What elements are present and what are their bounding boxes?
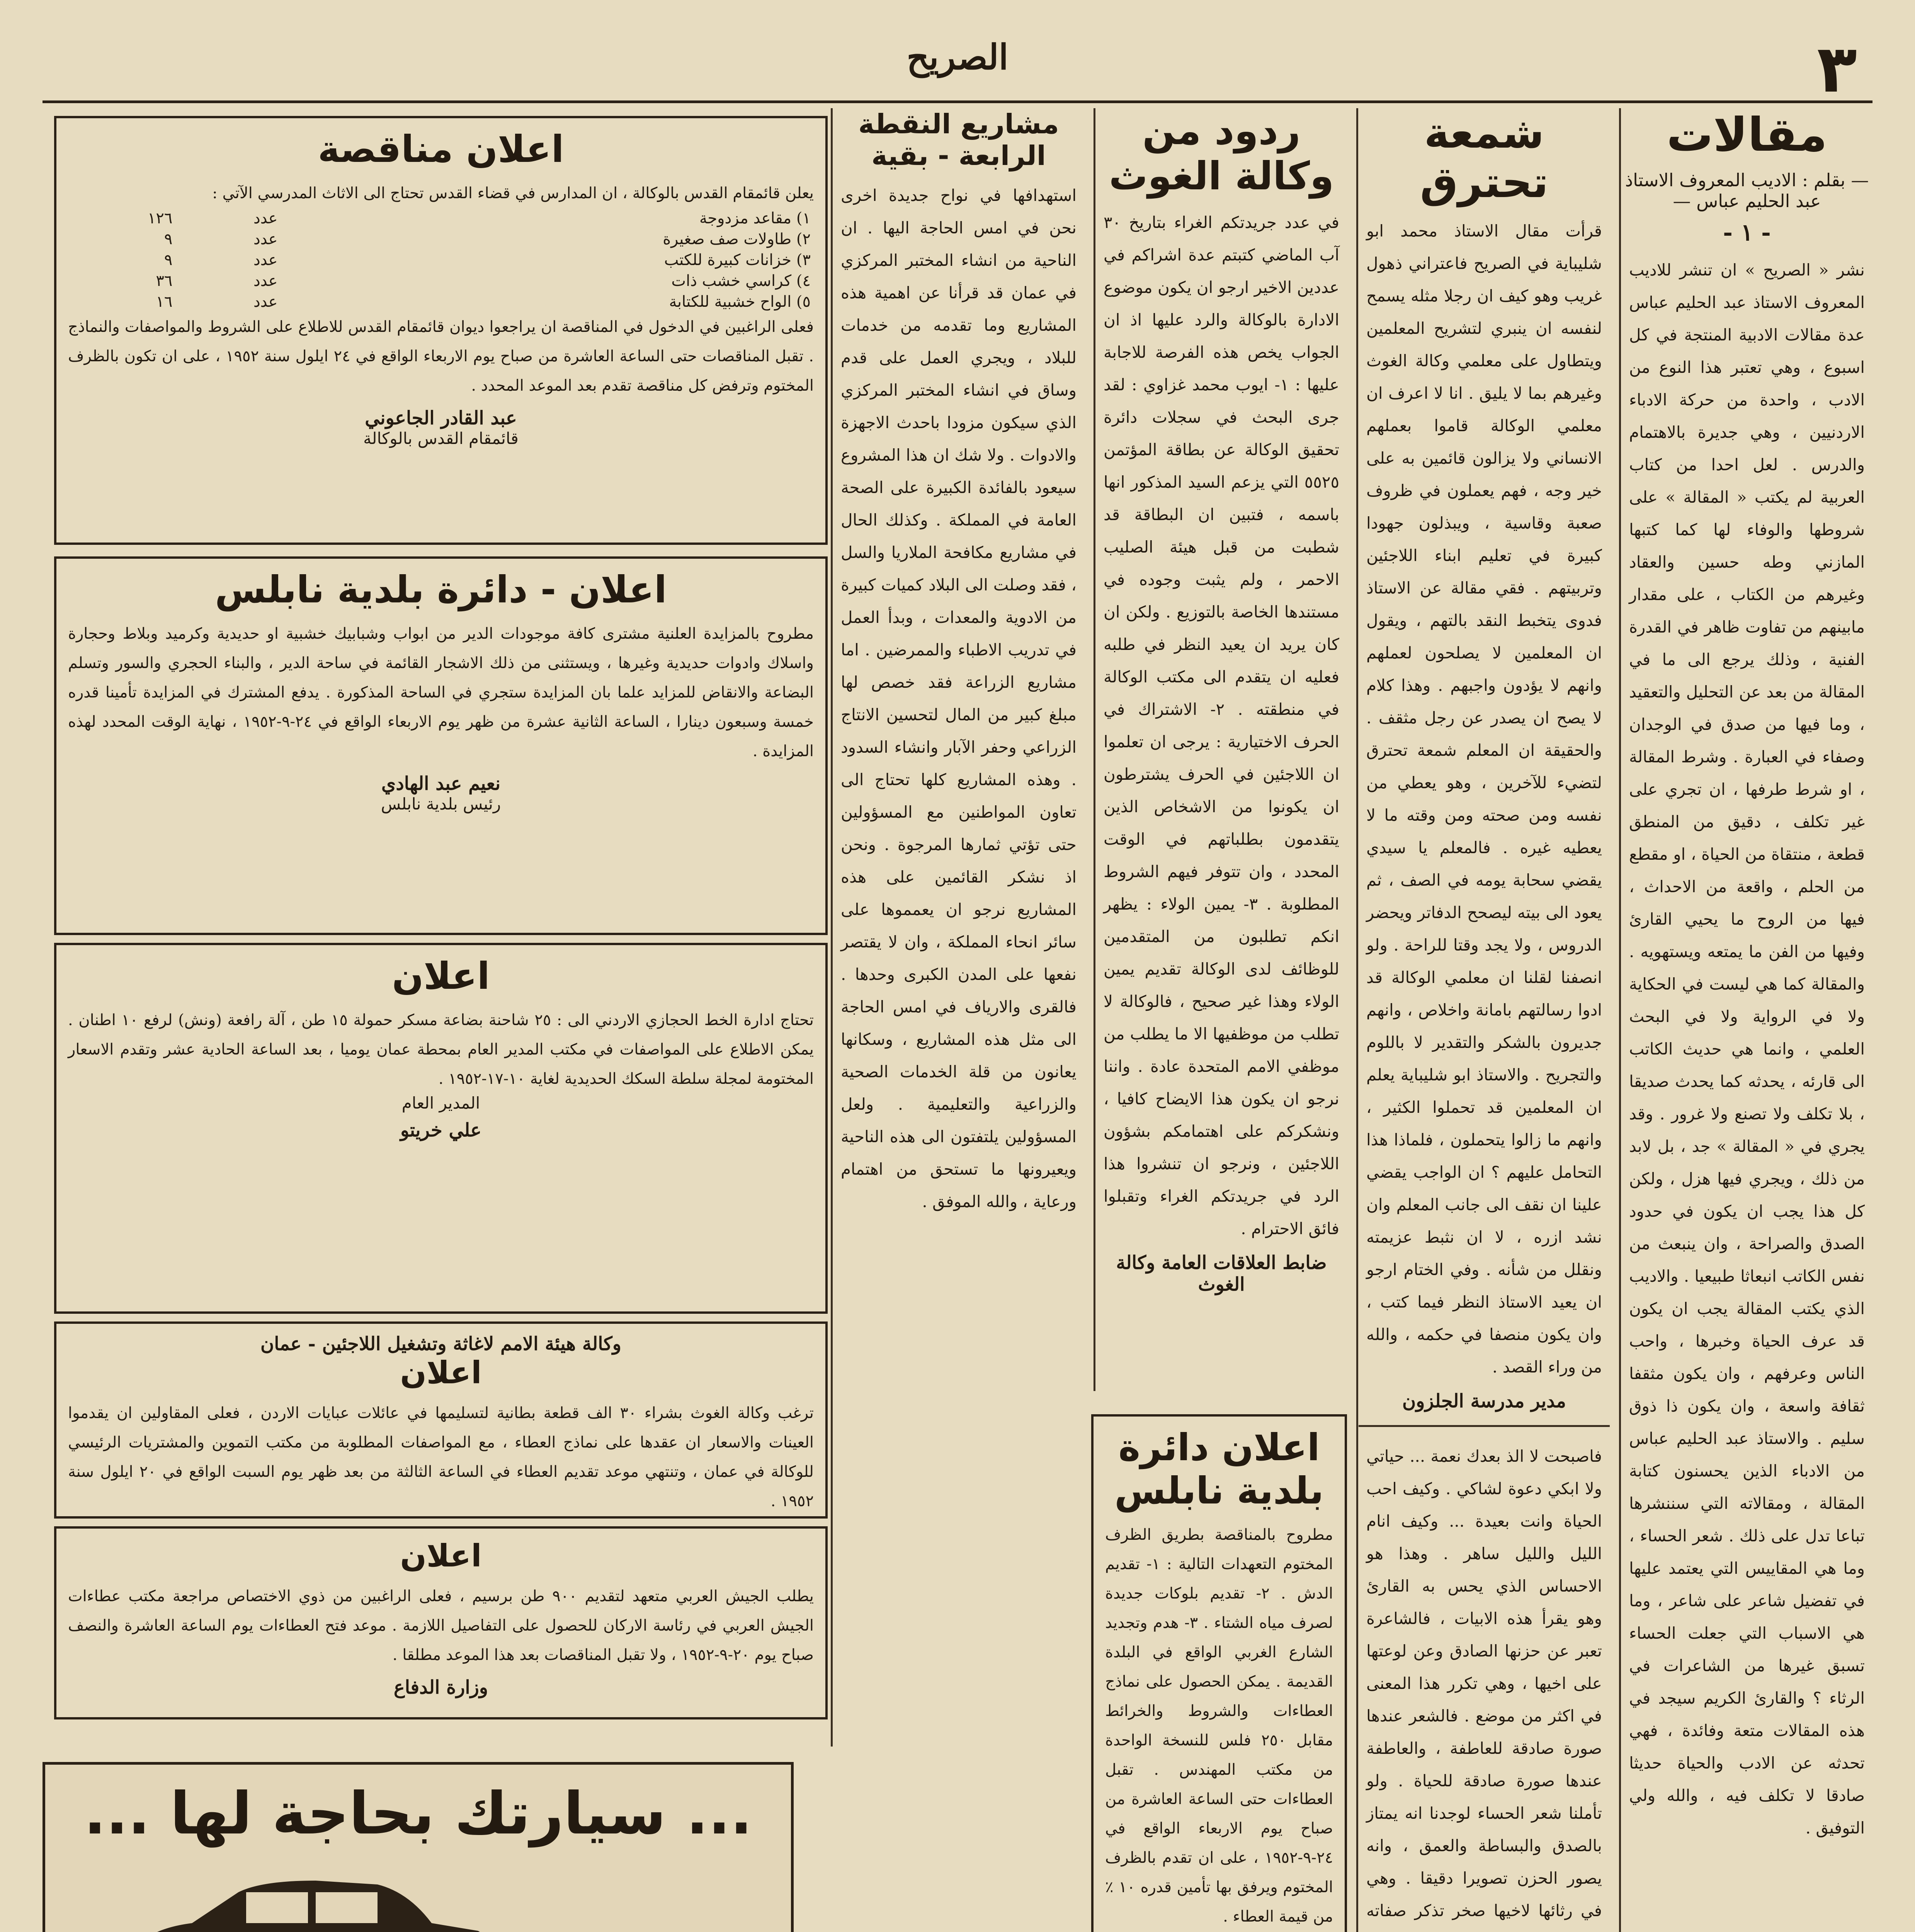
notice-signature-title: رئيس بلدية نابلس: [381, 794, 501, 813]
table-row: [68, 208, 814, 229]
item-unit: عدد: [253, 293, 278, 311]
poem-section: فاصبحت لا الذ بعدك نعمة ... حياتي ولا ابكي دعوة لشاكي . وكيف احب الحياة وانت بعيدة ... وكيف انام الليل والليل ساهر . وهذا هو الاحساس الذي يحس به القارئ وهو يقرأ هذه الابيات ، فالشاعرة تعبر عن حزنها الصادق وعن لوعتها على اخيها ، وهي تكرر هذا المعنى في اكثر من موضع . فالشعر عندها صورة صادقة للعاطفة ، والعاطفة عندها صورة صادقة للحياة . ولو تأملنا شعر الحساء لوجدنا انه يمتاز بالصدق والبساطة والعمق ، وانه يصور الحزن تصويرا دقيقا . وهي في رثائها لاخيها صخر تذكر صفاته: [1366, 1447, 1602, 1920]
article-signature: ضابط العلاقات العامة وكالة الغوث: [1116, 1252, 1327, 1295]
column-title: ردود من وكالة الغوث: [1109, 108, 1334, 199]
masthead: [43, 27, 1872, 107]
column-rule: [1094, 108, 1095, 1391]
article-signature: مدير مدرسة الجلزون: [1402, 1390, 1566, 1412]
article-body: استهدافها في نواح جديدة اخرى نحن في امس الحاجة اليها . ان الناحية من انشاء المختبر المركزي في عمان قد قرأنا عن اهمية هذه المشاريع وما تقدمه من خدمات للبلاد ، ويجري العمل على قدم وساق في انشاء المختبر المركزي الذي سيكون مزودا باحدث الاجهزة والادوات . ولا شك ان هذا المشروع سيعود بالفائدة الكبيرة على الصحة العامة في المملكة . وكذلك الحال في مشاريع مكافحة الملاريا والسل ، فقد وصلت الى البلاد كميات كبيرة من الادوية والمعدات ، وبدأ العمل في تدريب الاطباء والممرضين . اما مشاريع الزراعة فقد خصص لها مبلغ كبير من المال لتحسين الانتاج الزراعي وحفر الآبار وانشاء السدود . وهذه المشاريع كلها تحتاج الى تعاون المواطنين مع المسؤولين حتى تؤتي ثمارها المرجوة . ونحن اذ نشكر القائمين على هذه المشاريع نرجو ان يعمموها على سائر انحاء المملكة ، وان لا يقتصر نفعها على المدن الكبرى وحدها . فالقرى والارياف في امس الحاجة الى مثل هذه المشاريع ، وسكانها يعانون من قلة الخدمات الصحية والزراعية والتعليمية . ولعل المسؤولين يلتفتون الى هذه الناحية ويعيرونها ما تستحق من اهتمام ورعاية ، والله الموفق .: [841, 186, 1077, 1211]
item-qty: ٩: [164, 251, 173, 269]
item-unit: عدد: [253, 251, 278, 269]
furniture-table: [68, 208, 814, 312]
column-unrwa-replies: [1096, 108, 1347, 1391]
notice-army-clover: [54, 1526, 828, 1719]
notice-body: تحتاج ادارة الخط الحجازي الاردني الى : ٢٥ شاحنة بضاعة مسكر حمولة ١٥ طن ، آلة رافعة (ونش) لرفع ١٠ اطنان . يمكن الاطلاع على المواصفات في مكتب المدير العام بمحطة عمان يوميا ، بعد الساعة الحادية عشر وتقدم الاسعار المختومة لمجلة سلطة السكك الحديدية لغاية ١٠-١٧-١٩٥٢ .: [68, 1011, 814, 1088]
table-row: [68, 270, 814, 291]
article-body: في عدد جريدتكم الغراء بتاريخ ٣٠ آب الماضي كتبتم عدة اشراكم في عددين الاخير ارجو ان يكون موضوع الادارة بالوكالة والرد عليها اذ ان الجواب يخص هذه الفرصة للاجابة عليها : ١- ايوب محمد غزاوي : لقد جرى البحث في سجلات دائرة تحقيق الوكالة عن بطاقة المؤتمن ٥٥٢٥ التي يزعم السيد المذكور انها باسمه ، فتبين ان البطاقة قد شطبت من قبل هيئة الصليب الاحمر ، ولم يثبت وجوده في مستندها الخاصة بالتوزيع . ولكن ان كان يريد ان يعيد النظر في طلبه فعليه ان يتقدم الى مكتب الوكالة في منطقته . ٢- الاشتراك في الحرف الاختيارية : يرجى ان تعلموا ان اللاجئين في الحرف يشترطون ان يكونوا من الاشخاص الذين يتقدمون بطلباتهم في الوقت المحدد ، وان تتوفر فيهم الشروط المطلوبة . ٣- يمين الولاء : يظهر انكم تطلبون من المتقدمين للوظائف لدى الوكالة تقديم يمين الولاء وهذا غير صحيح ، فالوكالة لا تطلب من موظفيها الا ما يطلب من موظفي الامم المتحدة عادة . واننا نرجو ان يكون هذا الايضاح كافيا ، ونشكركم على اهتمامكم بشؤون اللاجئين ، ونرجو ان تنشروا هذا الرد في جريدتكم الغراء وتقبلوا فائق الاحترام .: [1104, 213, 1340, 1238]
column-candle: [1359, 108, 1610, 1932]
notice-jerusalem-tender: [54, 116, 828, 545]
car-illustration: [99, 1846, 501, 1932]
table-row: [68, 250, 814, 270]
item-name: ٢) طاولات صف صغيرة: [663, 230, 811, 248]
table-row: [68, 229, 814, 250]
article-body: نشر « الصريح » ان تنشر للاديب المعروف الاستاذ عبد الحليم عباس عدة مقالات الادبية المنتجة في كل اسبوع ، وهي تعتبر هذا النوع من الادب ، واحدة من حركة الادباء الاردنيين ، وهي جديرة بالاهتمام والدرس . لعل احدا من كتاب العربية لم يكتب « المقالة » على شروطها والوفاء لها كما كتبها المازني وطه حسين والعقاد وغيرهم من الكتاب ، على مقدار مابينهم من تفاوت ظاهر في القدرة الفنية ، وذلك يرجع الى ما في المقالة من بعد عن التحليل والتعقيد ، وما فيها من صدق في الوجدان وصفاء في العبارة . وشرط المقالة ، او شرط طرفها ، ان تجري على غير تكلف ، دقيق من المنطق قطعة ، منتقاة من الحياة ، او مقطع من الحلم ، واقعة من الاحداث ، فيها من الروح ما يحيي القارئ وفيها من الفن ما يمتعه ويستهويه . والمقالة كما هي ليست في الحكاية ولا في الرواية ولا في البحث العلمي ، وانما هي حديث الكاتب الى قارئه ، يحدثه كما يحدث صديقا ، بلا تكلف ولا تصنع ولا غرور . وقد يجري في « المقالة » جد ، بل لابد من ذلك ، ويجري فيها هزل ، ولكن كل هذا يجب ان يكون في حدود الصدق والصراحة ، وان ينبعث من نفس الكاتب انبعاثا طبيعيا . والاديب الذي يكتب المقالة يجب ان يكون قد عرف الحياة وخبرها ، واحب الناس وعرفهم ، وان يكون مثقفا ثقافة واسعة ، وان يكون ذا ذوق سليم . والاستاذ عبد الحليم عباس من الادباء الذين يحسنون كتابة المقالة ، ومقالاته التي سننشرها تباعا تدل على ذلك . شعر الحساء ، وما هي المقاييس التي يعتمد عليها في تفضيل شاعر على شاعر ، وما هي الاسباب التي جعلت الحساء تسبق غيرها من الشاعرات في الرثاء ؟ والقارئ الكريم سيجد في هذه المقالات متعة وفائدة ، فهي تحدثه عن الادب والحياة حديثا صادقا لا تكلف فيه ، والله ولي التوفيق .: [1629, 260, 1865, 1837]
paper-name: الصريح: [906, 37, 1009, 78]
item-unit: عدد: [253, 209, 278, 227]
notice-signature: علي خريتو: [400, 1119, 482, 1141]
notice-header: وكالة هيئة الامم لاغاثة وتشغيل اللاجئين - عمان: [260, 1333, 621, 1355]
column-rule: [831, 108, 833, 1747]
notice-nablus-tender: [1091, 1414, 1347, 1932]
notice-body: مطروح بالمناقصة بطريق الظرف المختوم التعهدات التالية : ١- تقديم الدش . ٢- تقديم بلوكات جديدة لصرف مياه الشتاء . ٣- هدم وتجديد الشارع الغربي الواقع في البلدة القديمة . يمكن الحصول على نماذج العطاءات والشروط والخرائط مقابل ٢٥٠ فلس للنسخة الواحدة من مكتب المهندس . تقبل العطاءات حتى الساعة العاشرة من صباح يوم الاربعاء الواقع في ٢٤-٩-١٩٥٢ ، على ان تقدم بالظرف المختوم ويرفق بها تأمين قدره ١٠ ٪ من قيمة العطاء .: [1105, 1526, 1333, 1925]
notice-signature: عبد القادر الجاعوني: [365, 407, 517, 429]
notice-nablus-auction: [54, 556, 828, 935]
part-number: - ١ -: [1723, 219, 1771, 246]
column-rule: [1356, 108, 1358, 1932]
notice-title: اعلان دائرة بلدية نابلس: [1114, 1426, 1324, 1512]
item-name: ١) مقاعد مزدوجة: [699, 209, 811, 227]
notice-title: اعلان: [400, 1355, 482, 1391]
item-qty: ١٦: [156, 293, 173, 311]
item-qty: ٩: [164, 230, 173, 248]
table-row: [68, 291, 814, 312]
notice-body: مطروح بالمزايدة العلنية مشترى كافة موجودات الدير من ابواب وشبابيك خشبية او حديدية وكرميد وبلاط وحجارة واسلاك وادوات حديدية وغيرها ، ويستثنى من ذلك الاشجار القائمة في ساحة الدير ، والبناء الحجري والسور وتسلم البضاعة والانقاض للمزايد علما بان المزايدة ستجري في الساحة المذكورة . يدفع المشترك في المزايدة تأمينا قدره خمسة وسبعون دينارا ، الساعة الثانية عشرة من ظهر يوم الاربعاء الواقع في ٢٤-٩-١٩٥٢ ، نهاية الوقت المحدد لهذه المزايدة .: [68, 625, 814, 760]
item-qty: ١٢٦: [147, 209, 173, 227]
column-title: مشاريع النقطة الرابعة - بقية: [858, 108, 1059, 172]
item-unit: عدد: [253, 272, 278, 290]
column-rule: [1619, 108, 1621, 1932]
column-point-four: [833, 108, 1084, 1747]
notice-signature: وزارة الدفاع: [393, 1677, 488, 1698]
notice-body: يطلب الجيش العربي متعهد لتقديم ٩٠٠ طن برسيم ، فعلى الراغبين من ذوي الاختصاص مراجعة مكتب عطاءات الجيش العربي في رئاسة الاركان للحصول على التفاصيل اللازمة . موعد فتح العطاءات يوم الساعة العاشرة والنصف صباح يوم ٢٠-٩-١٩٥٢ ، ولا تقبل المناقصات بعد هذا الموعد مطلقا .: [68, 1587, 814, 1664]
article-body: قرأت مقال الاستاذ محمد ابو شليباية في الصريح فاعتراني ذهول غريب وهو كيف ان رجلا مثله يسمح لنفسه ان ينبري لتشريح المعلمين ويتطاول على معلمي وكالة الغوث وغيرهم بما لا يليق . انا لا اعرف ان معلمي الوكالة قاموا بعملهم الانساني ولا يزالون قائمين به على خير وجه ، فهم يعملون في ظروف صعبة وقاسية ، ويبذلون جهودا كبيرة في تعليم ابناء اللاجئين وتربيتهم . فقي مقالة عن الاستاذ فدوى يتخبط النقد بالتهم ، ويقول ان المعلمين لا يصلحون لعملهم وانهم لا يؤدون واجبهم . وهذا كلام لا يصح ان يصدر عن رجل مثقف . والحقيقة ان المعلم شمعة تحترق لتضيء للآخرين ، وهو يعطي من نفسه ومن صحته ومن وقته ما لا يعطيه غيره . فالمعلم يا سيدي يقضي سحابة يومه في الصف ، ثم يعود الى بيته ليصحح الدفاتر ويحضر الدروس ، ولا يجد وقتا للراحة . ولو انصفنا لقلنا ان معلمي الوكالة قد ادوا رسالتهم بامانة واخلاص ، وانهم جديرون بالشكر والتقدير لا باللوم والتجريح . والاستاذ ابو شليباية يعلم ان المعلمين قد تحملوا الكثير ، وانهم ما زالوا يتحملون ، فلماذا هذا التحامل عليهم ؟ ان الواجب يقضي علينا ان نقف الى جانب المعلم وان نشد ازره ، لا ان نثبط عزيمته ونقلل من شأنه . وفي الختام ارجو ان يعيد الاستاذ النظر فيما كتب ، وان يكون منصفا في حكمه ، والله من وراء القصد .: [1366, 221, 1602, 1376]
notice-title: اعلان: [400, 1538, 482, 1574]
mobiloil-advertisement: [43, 1762, 794, 1932]
item-name: ٣) خزانات كبيرة للكتب: [664, 251, 811, 269]
notice-signature-title: قائمقام القدس بالوكالة: [363, 429, 519, 448]
column-title: شمعة تحترق: [1420, 108, 1549, 207]
notice-title: اعلان: [392, 954, 490, 998]
item-name: ٥) الواح خشبية للكتابة: [669, 293, 811, 311]
notice-note: فعلى الراغبين في الدخول في المناقصة ان يراجعوا ديوان قائمقام القدس للاطلاع على الشروط والمواصفات والنماذج . تقبل المناقصات حتى الساعة العاشرة من صباح يوم الاربعاء الواقع في ٢٤ ايلول سنة ١٩٥٢ ، على ان تكون بالظرف المختوم وترفض كل مناقصة تقدم بعد الموعد المحدد .: [68, 318, 814, 395]
notice-unrwa-blankets: [54, 1321, 828, 1519]
divider: [1359, 1425, 1610, 1427]
page-number: ٣: [1817, 31, 1857, 107]
notice-signature: نعيم عبد الهادي: [381, 773, 501, 794]
notice-title: اعلان - دائرة بلدية نابلس: [215, 568, 667, 611]
column-articles: [1621, 108, 1872, 1932]
byline: — بقلم : الاديب المعروف الاستاذ عبد الحليم عباس —: [1625, 170, 1869, 211]
item-qty: ٣٦: [156, 272, 173, 290]
notice-title: اعلان مناقصة: [318, 128, 564, 171]
column-title: مقالات: [1667, 108, 1827, 162]
notice-hejaz-railway: [54, 943, 828, 1314]
notice-body: ترغب وكالة الغوث بشراء ٣٠ الف قطعة بطانية لتسليمها في عائلات عبايات الاردن ، فعلى المقاولين ان يقدموا العينات والاسعار ان عقدها على نماذج العطاء ، مع المواصفات المطلوبة من مكتب التموين والمشتريات الرئيسي للوكالة في عمان ، وتنتهي موعد تقديم العطاء في الساعة الثالثة من بعد ظهر يوم السبت الواقع في ٢٠ ايلول سنة ١٩٥٢ .: [68, 1404, 814, 1510]
notice-signature-title: المدير العام: [401, 1094, 480, 1112]
item-unit: عدد: [253, 230, 278, 248]
notice-body: يعلن قائمقام القدس بالوكالة ، ان المدارس في قضاء القدس تحتاج الى الاثاث المدرسي الآتي :: [212, 184, 814, 202]
ad-headline: ... سيارتك بحاجة لها ...: [84, 1780, 752, 1847]
item-name: ٤) كراسي خشب ذات: [671, 272, 811, 290]
